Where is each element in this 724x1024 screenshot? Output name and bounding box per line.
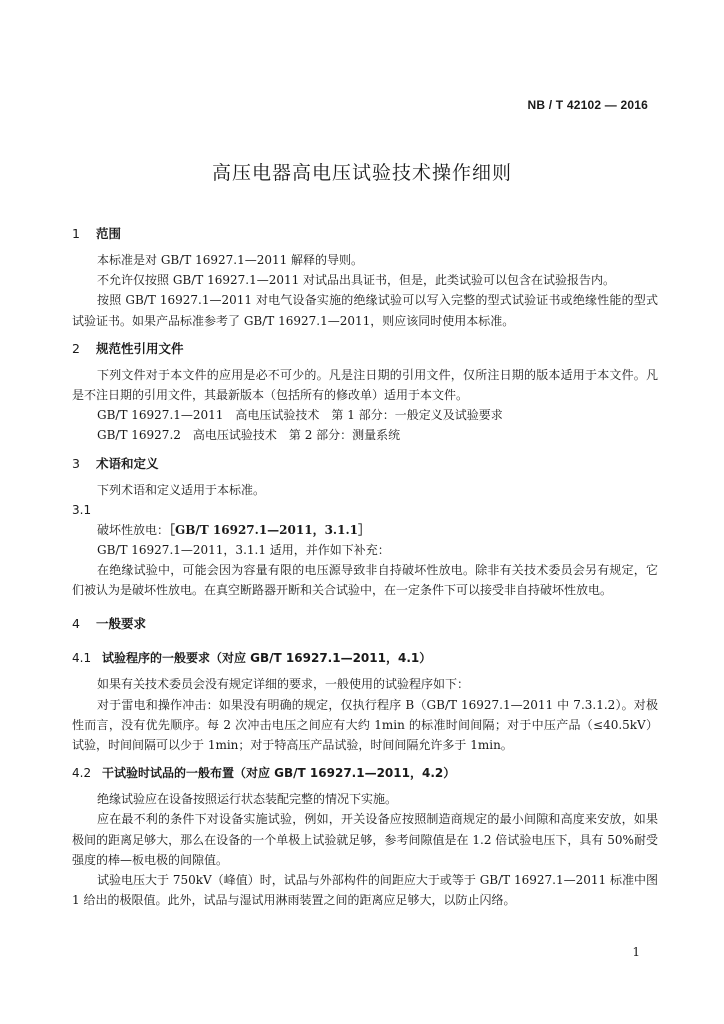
paragraph: 不允许仅按照 GB/T 16927.1—2011 对试品出具证书，但是，此类试验可以包含在试验报告内。 [97,273,616,288]
standard-number: NB / T 42102 — 2016 [527,98,648,112]
page-number: 1 [632,945,640,959]
subsection-4-2-heading [72,763,658,783]
section-number: 4 [72,616,80,632]
paragraph: 下列文件对于本文件的应用是必不可少的。凡是注日期的引用文件，仅所注日期的版本适用于本文件。凡是不注日期的引用文件，其最新版本（包括所有的修改单）适用于本文件。 [72,367,658,403]
section-2-heading [72,339,658,359]
subsection-number: 4.1 [72,651,92,666]
subsection-4-1-heading [72,648,658,668]
paragraph: 在绝缘试验中，可能会因为容量有限的电压源导致非自持破坏性放电。除非有关技术委员会另有规定，它们被认为是破坏性放电。在真空断路器开断和关合试验中，在一定条件下可以接受非自持破坏性放电。 [72,563,658,598]
paragraph: 按照 GB/T 16927.1—2011 对电气设备实施的绝缘试验可以写入完整的型式试验证书或绝缘性能的型式试验证书。如果产品标准参考了 GB/T 16927.1—2011，则应该同时使用本标准。 [72,293,658,328]
section-title: 一般要求 [96,616,147,632]
section-title: 术语和定义 [96,455,159,471]
section-number: 2 [72,340,80,356]
term-definition-title [72,520,658,540]
paragraph: 试验电压大于 750kV（峰值）时，试品与外部构件的间距应大于或等于 GB/T 16927.1—2011 标准中图 1 给出的极限值。此外，试品与湿试用淋雨装置之间的距离应足够大，以防止闪络。 [72,873,658,908]
subsection-title: 干试验时试品的一般布置（对应 GB/T 16927.1—2011，4.2） [102,766,456,781]
paragraph: 对于雷电和操作冲击：如果没有明确的规定，仅执行程序 B（GB/T 16927.1—2011 中 7.3.1.2）。对极性而言，没有优先顺序。每 2 次冲击电压之间应有大约 1min 的标准时间间隔；对于中压产品（≤40.5kV）试验，时间间隔可以少于 1min；对于特高压产品试验，时间间隔允许多于 1min。 [72,697,658,753]
section-title: 规范性引用文件 [96,340,184,356]
subsection-number: 4.2 [72,766,92,781]
term-name: 破坏性放电： [97,522,170,537]
document-body [72,224,658,910]
section-4-heading [72,614,658,634]
term-reference: ［GB/T 16927.1—2011，3.1.1］ [169,522,370,537]
paragraph: GB/T 16927.1—2011，3.1.1 适用，并作如下补充： [97,542,390,557]
section-title: 范围 [96,226,122,241]
paragraph: 绝缘试验应在设备按照运行状态装配完整的情况下实施。 [97,792,398,807]
paragraph: 应在最不利的条件下对设备实施试验，例如，开关设备应按照制造商规定的最小间隙和高度来安放，如果极间的距离足够大，那么在设备的一个单极上试验就足够，参考间隙值是在 1.2 倍试验电压下，具有 50%耐受强度的棒—板电极的间隙值。 [72,812,658,867]
section-number: 3 [72,455,80,471]
normative-reference: GB/T 16927.2 高电压试验技术 第 2 部分：测量系统 [97,428,401,443]
normative-reference: GB/T 16927.1—2011 高电压试验技术 第 1 部分：一般定义及试验要求 [97,408,503,423]
section-3-heading [72,454,658,474]
paragraph: 如果有关技术委员会没有规定详细的要求，一般使用的试验程序如下： [97,677,470,692]
document-title: 高压电器高电压试验技术操作细则 [211,162,512,184]
section-1-heading [72,224,658,244]
section-number: 1 [72,226,80,241]
paragraph: 本标准是对 GB/T 16927.1—2011 解释的导则。 [97,253,364,267]
term-number: 3.1 [72,502,92,517]
subsection-title: 试验程序的一般要求（对应 GB/T 16927.1—2011，4.1） [102,651,432,666]
paragraph: 下列术语和定义适用于本标准。 [97,482,266,497]
